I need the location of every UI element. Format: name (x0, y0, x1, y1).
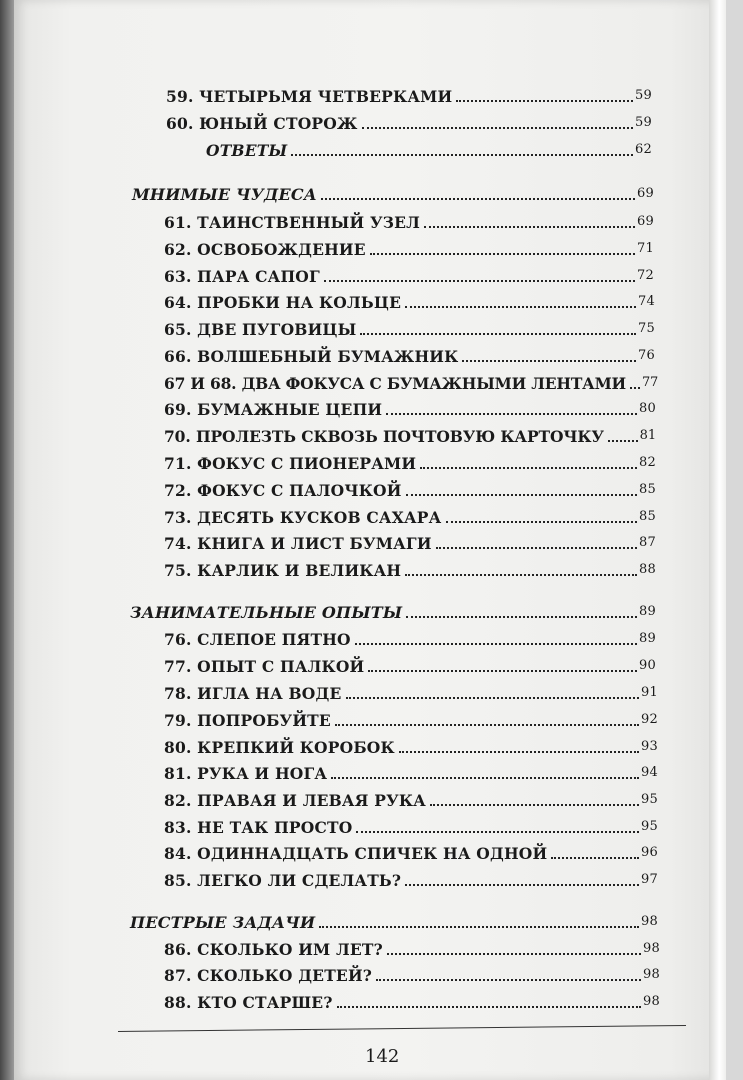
toc-entry-page: 97 (641, 872, 658, 887)
toc-entry[interactable] (164, 560, 656, 581)
toc-entry-page: 74 (638, 294, 655, 309)
leader-dots (376, 979, 641, 981)
toc-entry-title: 79. ПОПРОБУЙТЕ (164, 711, 331, 730)
toc-entry-page: 90 (639, 658, 656, 673)
toc-entry-page: 96 (641, 845, 658, 860)
toc-entry-page: 75 (638, 321, 655, 336)
leader-dots (405, 884, 639, 886)
toc-entry-title: 64. ПРОБКИ НА КОЛЬЦЕ (164, 293, 402, 312)
toc-entry-title: 72. ФОКУС С ПАЛОЧКОЙ (164, 481, 402, 500)
leader-dots (406, 616, 637, 618)
toc-entry-title: 82. ПРАВАЯ И ЛЕВАЯ РУКА (164, 791, 426, 810)
toc-entry[interactable] (164, 656, 656, 677)
leader-dots (420, 467, 637, 469)
toc-entry[interactable] (166, 113, 652, 134)
toc-entry-page: 69 (637, 186, 654, 201)
toc-entry[interactable] (164, 790, 658, 811)
toc-entry[interactable] (164, 843, 658, 864)
toc-entry[interactable] (164, 939, 660, 960)
toc-entry[interactable] (164, 346, 655, 367)
toc-entry[interactable] (164, 373, 659, 394)
toc-entry[interactable] (164, 292, 655, 313)
toc-entry-title: 62. ОСВОБОЖДЕНИЕ (164, 240, 366, 259)
toc-entry-answers[interactable] (206, 140, 652, 161)
toc-entry[interactable] (164, 710, 658, 731)
toc-entry-title: 70. ПРОЛЕЗТЬ СКВОЗЬ ПОЧТОВУЮ КАРТОЧКУ (164, 427, 604, 446)
toc-entry-page: 95 (641, 792, 658, 807)
leader-dots (405, 306, 636, 308)
leader-dots (399, 751, 639, 753)
leader-dots (368, 670, 637, 672)
toc-entry-page: 94 (641, 765, 658, 780)
toc-entry-page: 89 (639, 604, 656, 619)
toc-entry-title: 69. БУМАЖНЫЕ ЦЕПИ (164, 400, 383, 419)
toc-entry-page: 98 (643, 941, 660, 956)
toc-entry-title: 86. СКОЛЬКО ИМ ЛЕТ? (164, 940, 383, 959)
toc-entry[interactable] (166, 86, 652, 107)
toc-entry-title: 67 И 68. ДВА ФОКУСА С БУМАЖНЫМИ ЛЕНТАМИ (164, 374, 626, 393)
toc-entry-page: 62 (635, 142, 652, 157)
leader-dots (462, 360, 636, 362)
toc-section-title: ПЕСТРЫЕ ЗАДАЧИ (130, 913, 316, 932)
toc-entry-title: 77. ОПЫТ С ПАЛКОЙ (164, 657, 365, 676)
leader-dots (551, 857, 639, 859)
toc-entry-page: 95 (641, 819, 658, 834)
leader-dots (386, 413, 637, 415)
toc-entry-page: 80 (639, 401, 656, 416)
leader-dots (387, 953, 641, 955)
toc-entry-page: 77 (641, 375, 659, 390)
toc-entry[interactable] (164, 737, 658, 758)
toc-entry[interactable] (164, 870, 658, 891)
toc-entry-title: 76. СЛЕПОЕ ПЯТНО (164, 630, 351, 649)
toc-entry-page: 59 (635, 88, 652, 103)
toc-entry[interactable] (164, 533, 656, 554)
toc-entry[interactable] (164, 629, 656, 650)
toc-entry-title: 84. ОДИННАДЦАТЬ СПИЧЕК НА ОДНОЙ (164, 844, 548, 863)
toc-entry[interactable] (164, 266, 654, 287)
leader-dots (337, 1006, 641, 1008)
toc-entry-title: 81. РУКА И НОГА (164, 764, 328, 783)
toc-entry-page: 59 (635, 115, 652, 130)
toc-entry-title: 88. КТО СТАРШЕ? (164, 993, 333, 1012)
toc-entry-page: 98 (643, 967, 660, 982)
toc-entry[interactable] (164, 507, 656, 528)
toc-entry-page: 72 (637, 268, 654, 283)
page-edge (709, 0, 726, 1080)
toc-entry-title: 74. КНИГА И ЛИСТ БУМАГИ (164, 534, 432, 553)
toc-entry-page: 87 (639, 535, 656, 550)
toc-entry[interactable] (164, 319, 655, 340)
toc-entry-title: 85. ЛЕГКО ЛИ СДЕЛАТЬ? (164, 871, 402, 890)
toc-entry[interactable] (164, 426, 656, 447)
toc-entry[interactable] (164, 212, 654, 233)
leader-dots (346, 697, 640, 699)
toc-entry[interactable] (164, 453, 656, 474)
page-number: 142 (365, 1046, 400, 1067)
toc-entry-title: 63. ПАРА САПОГ (164, 267, 320, 286)
leader-dots (436, 547, 637, 549)
toc-section[interactable] (130, 912, 658, 933)
toc-entry-page: 82 (639, 455, 656, 470)
toc-section-title: ЗАНИМАТЕЛЬНЫЕ ОПЫТЫ (130, 603, 403, 622)
leader-dots (291, 154, 633, 156)
toc-entry-title: 78. ИГЛА НА ВОДЕ (164, 684, 342, 703)
toc-entry-title: 75. КАРЛИК И ВЕЛИКАН (164, 561, 402, 580)
toc-entry-page: 71 (637, 241, 654, 256)
toc-entry[interactable] (164, 239, 654, 260)
leader-dots (370, 253, 635, 255)
leader-dots (321, 198, 635, 200)
leader-dots (446, 521, 638, 523)
leader-dots (356, 831, 639, 833)
leader-dots (335, 724, 639, 726)
toc-entry-page: 85 (639, 482, 656, 497)
toc-entry-page: 81 (639, 428, 656, 443)
leader-dots (324, 280, 635, 282)
toc-entry-title: 80. КРЕПКИЙ КОРОБОК (164, 738, 395, 757)
toc-entry-title: 60. ЮНЫЙ СТОРОЖ (166, 114, 358, 133)
toc-entry-page: 88 (639, 562, 656, 577)
toc-entry[interactable] (164, 763, 658, 784)
toc-entry-page: 89 (639, 631, 656, 646)
toc-entry-title: 87. СКОЛЬКО ДЕТЕЙ? (164, 966, 373, 985)
toc-entry-page: 98 (643, 994, 660, 1009)
toc-entry-page: 98 (641, 914, 658, 929)
toc-entry[interactable] (164, 965, 660, 986)
leader-dots (424, 226, 635, 228)
toc-entry-page: 85 (639, 509, 656, 524)
toc-entry-page: 69 (637, 214, 654, 229)
leader-dots (331, 777, 639, 779)
toc-entry-page: 93 (641, 739, 658, 754)
toc-entry[interactable] (164, 480, 656, 501)
toc-entry[interactable] (164, 817, 658, 838)
toc-entry-title: 66. ВОЛШЕБНЫЙ БУМАЖНИК (164, 347, 459, 366)
toc-entry-title: ОТВЕТЫ (206, 141, 288, 160)
leader-dots (360, 333, 636, 335)
toc-entry-title: 65. ДВЕ ПУГОВИЦЫ (164, 320, 357, 339)
leader-dots (608, 440, 638, 442)
toc-entry[interactable] (164, 992, 660, 1013)
toc-entry-title: 59. ЧЕТЫРЬМЯ ЧЕТВЕРКАМИ (166, 87, 453, 106)
leader-dots (430, 804, 639, 806)
leader-dots (405, 574, 637, 576)
toc-entry[interactable] (164, 399, 656, 420)
toc-entry-title: 71. ФОКУС С ПИОНЕРАМИ (164, 454, 417, 473)
toc-entry-page: 91 (641, 685, 658, 700)
toc-entry-title: 73. ДЕСЯТЬ КУСКОВ САХАРА (164, 508, 442, 527)
leader-dots (355, 643, 637, 645)
leader-dots (362, 127, 634, 129)
leader-dots (630, 387, 640, 389)
leader-dots (319, 926, 639, 928)
toc-entry-page: 76 (638, 348, 655, 363)
toc-entry-title: 83. НЕ ТАК ПРОСТО (164, 818, 353, 837)
leader-dots (456, 100, 633, 102)
toc-section[interactable] (132, 184, 654, 205)
toc-entry-page: 92 (641, 712, 658, 727)
toc-entry-title: 61. ТАИНСТВЕННЫЙ УЗЕЛ (164, 213, 421, 232)
leader-dots (406, 494, 637, 496)
toc-entry[interactable] (164, 683, 658, 704)
toc-section[interactable] (130, 602, 656, 623)
toc-section-title: МНИМЫЕ ЧУДЕСА (132, 185, 318, 204)
